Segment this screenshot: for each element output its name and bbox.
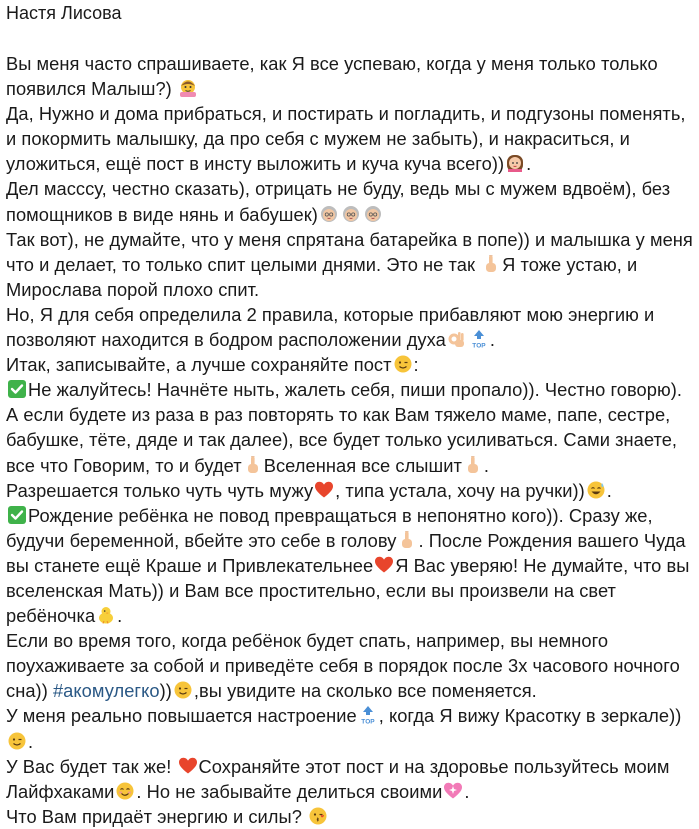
post-text: Вы меня часто спрашиваете, как Я все успеваю, когда у меня только только появился Малыш?) (6, 53, 658, 100)
post-text: Да, Нужно и дома прибраться, и постирать и погладить, и подгузоны поменять, и покормить малышку, да про себя с мужем не забыть), и накраситься, и уложиться, ещё пост в инсту выложить и куча куча всего)) (6, 103, 686, 175)
post-text: У меня реально повышается настроение (6, 705, 357, 727)
post-text: . (117, 605, 123, 627)
post-paragraph (6, 101, 693, 176)
post-text: Я Вас уверяю! Не думайте, что вы вселенская Мать)) и Вам все простительно, если вы произвели на свет ребёночка (6, 554, 690, 627)
post-text: Сохраняйте этот пост и на здоровье пользуйтесь моим Лайфхаками (6, 755, 670, 802)
top-arrow-icon (469, 329, 489, 349)
post-text: Рождение ребёнка не повод превращаться в непонятно кого)). Сразу же, будучи беременной, вбейте это себе в голову (6, 504, 653, 551)
svg-text:TOP: TOP (472, 342, 486, 350)
post-text: , когда Я вижу Красотку в зеркале)) (378, 705, 682, 727)
post-text: ,вы увидите на сколько все поменяется. (193, 680, 537, 702)
post-paragraph (6, 754, 693, 804)
svg-text:TOP: TOP (360, 718, 375, 726)
woman-gesturing-icon (178, 78, 198, 98)
top-arrow-icon (358, 705, 378, 725)
post-text: Дел масссу, честно сказать), отрицать не буду, ведь мы с мужем вдвоём), без помощников в виде нянь и бабушек) (6, 178, 671, 225)
post-text: . (606, 479, 612, 501)
heart-icon (374, 555, 394, 575)
pointing-finger-icon (481, 254, 501, 274)
post-text: Но, Я для себя определила 2 правила, которые прибавляют мою энергию и позволяют находится в бодром расположении духа (6, 303, 655, 351)
post-text: . (483, 454, 490, 476)
post-paragraph (6, 51, 693, 101)
sweat-smile-icon (586, 480, 606, 500)
post-text: Вселенная все слышит (263, 454, 462, 476)
heart-icon (178, 756, 198, 776)
post-text: )) (159, 680, 172, 702)
author-name[interactable]: Настя Лисова (6, 3, 122, 23)
post-paragraph (6, 227, 693, 302)
post-text: . Но не забывайте делиться своими (136, 780, 443, 802)
post-text: Я тоже устаю, и Мирослава порой плохо спит. (6, 253, 638, 300)
post-paragraph (6, 302, 693, 352)
post-paragraph (6, 478, 693, 503)
winking-face-icon (7, 731, 27, 751)
kissing-face-icon (308, 806, 328, 826)
post-paragraph (6, 176, 693, 226)
grandma-icon (319, 204, 339, 224)
post-text: , типа устала, хочу на ручки)) (335, 479, 585, 501)
heart-icon (314, 480, 334, 500)
post-text: Что Вам придаёт энергию и силы? (6, 805, 308, 827)
post-text: Разрешается только чуть чуть мужу (6, 479, 314, 501)
check-mark-icon (7, 505, 27, 525)
post-paragraph (6, 503, 693, 628)
hashtag-link[interactable]: #акомулегко (52, 680, 160, 702)
chick-icon (96, 605, 116, 625)
ok-hand-icon (447, 329, 467, 349)
post-text: : (413, 354, 419, 376)
post-text: У Вас будет так же! (6, 755, 177, 777)
post-paragraph (6, 352, 693, 377)
post-text: . (464, 780, 470, 802)
post-paragraph (6, 628, 693, 703)
grandma-icon (363, 204, 383, 224)
sparkling-heart-icon (443, 781, 463, 801)
post-body (6, 51, 693, 829)
pointing-finger-icon (463, 455, 483, 475)
winking-face-icon (393, 354, 413, 374)
check-mark-icon (7, 379, 27, 399)
pointing-finger-icon (243, 455, 263, 475)
post-text: . (28, 730, 34, 752)
post-text: . (489, 329, 495, 351)
woman-face-icon (505, 153, 525, 173)
grandma-icon (341, 204, 361, 224)
post-text: Не жалуйтесь! Начнёте ныть, жалеть себя, пиши пропало)). Честно говорю). А если будете из раза в раз повторять то как Вам тяжело маме, папе, сестре, бабушке, тёте, дяде и так далее), все будет только усиливаться. Сами знаете, все что Говорим, то и будет (6, 379, 683, 476)
smiling-face-icon (115, 781, 135, 801)
post-text: Так вот), не думайте, что у меня спрятана батарейка в попе)) и малышка у меня что и делает, то только спит целыми днями. Это не так (6, 228, 693, 275)
post-text: Итак, записывайте, а лучше сохраняйте пост (6, 354, 392, 376)
winking-face-icon (173, 680, 193, 700)
post-text: Если во время того, когда ребёнок будет спать, например, вы немного поухаживаете за собой и приведёте себя в порядок после 3х часового ночного сна)) (6, 630, 680, 702)
post-text: . (526, 153, 532, 175)
post-text: . После Рождения вашего Чуда вы станете ещё Краше и Привлекательнее (6, 529, 686, 576)
post-paragraph (6, 377, 693, 477)
post-paragraph (6, 703, 693, 753)
pointing-finger-icon (397, 530, 417, 550)
